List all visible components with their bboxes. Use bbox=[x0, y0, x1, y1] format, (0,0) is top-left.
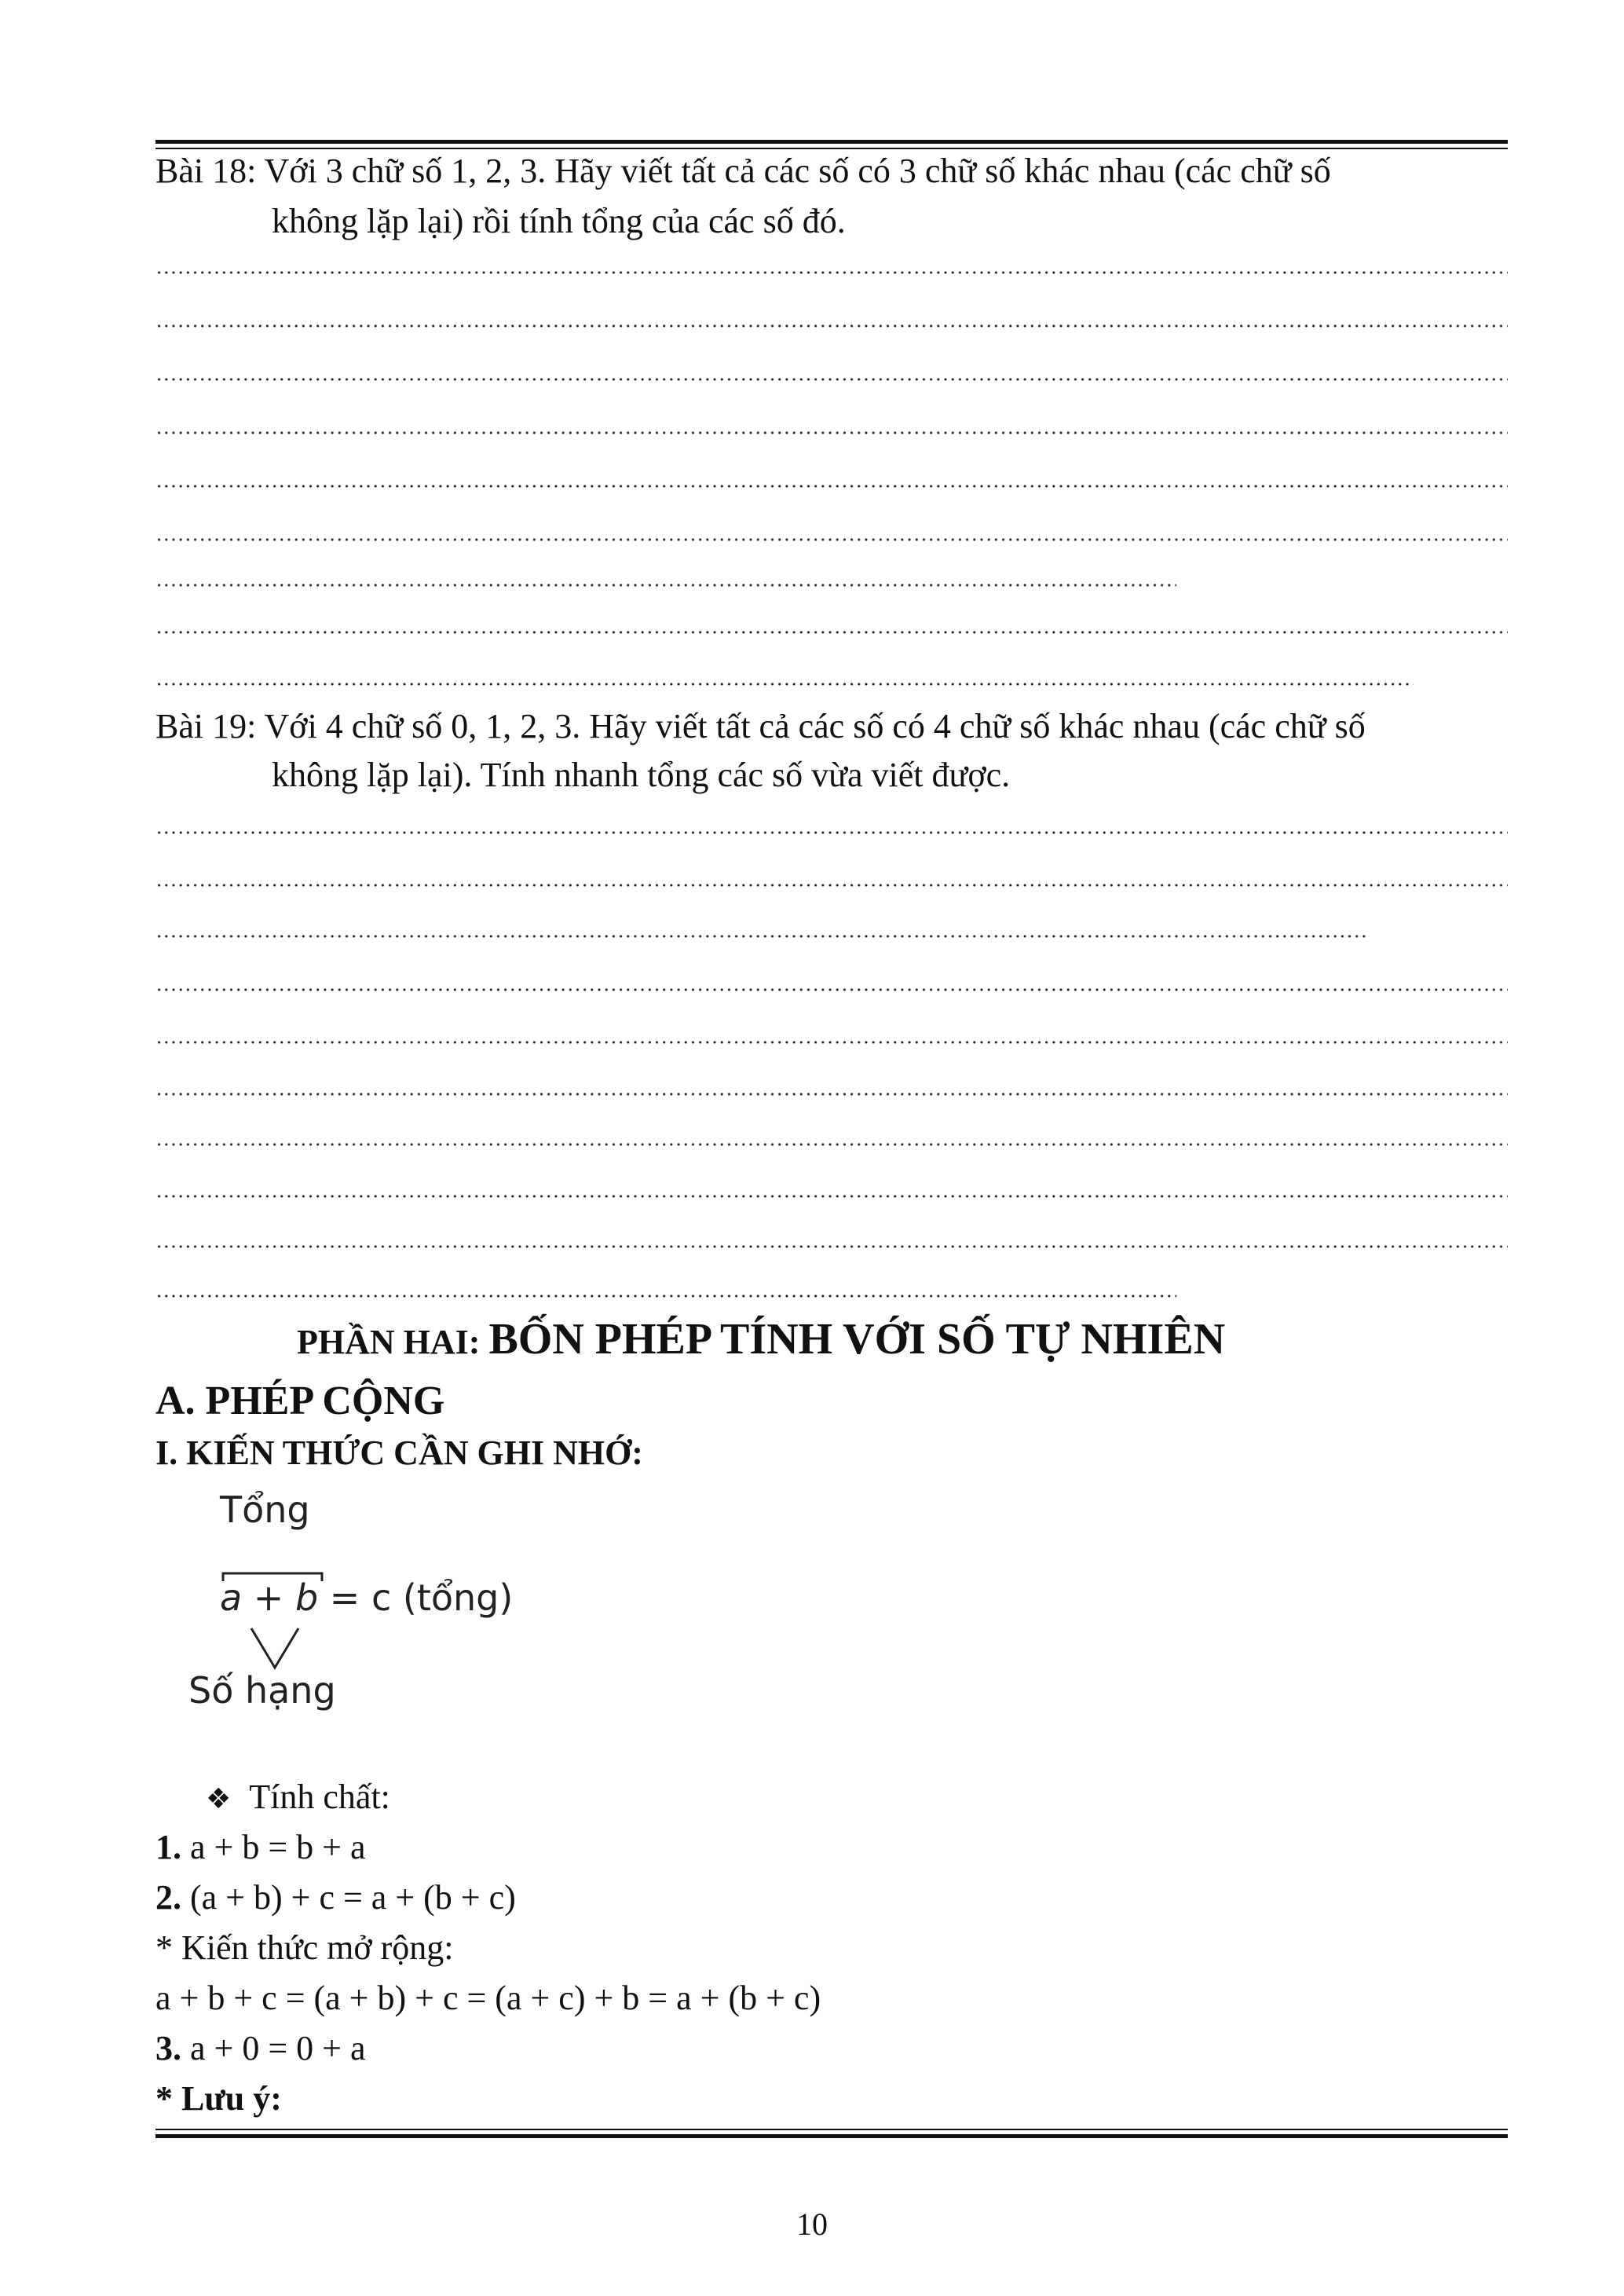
property-1 bbox=[155, 1824, 366, 1871]
section-a-heading: A. PHÉP CỘNG bbox=[155, 1379, 445, 1423]
extended-knowledge-formula: a + b + c = (a + b) + c = (a + c) + b = a + (b + c) bbox=[155, 1979, 821, 2017]
property-3-text: a + 0 = 0 + a bbox=[181, 2029, 366, 2067]
diagram-expression-left: a + b bbox=[220, 1576, 319, 1619]
answer-line bbox=[155, 628, 1508, 636]
answer-line bbox=[155, 1192, 1508, 1200]
top-border-thick bbox=[155, 140, 1508, 144]
property-2-text: (a + b) + c = a + (b + c) bbox=[181, 1878, 516, 1917]
answer-line bbox=[155, 1090, 1508, 1098]
part-heading bbox=[297, 1308, 1225, 1382]
property-2-number: 2. bbox=[155, 1878, 181, 1917]
part-heading-prefix: PHẦN HAI: bbox=[297, 1323, 489, 1361]
answer-line bbox=[155, 269, 1508, 276]
diagram-sum-label: Tổng bbox=[220, 1489, 310, 1531]
problem-19-line-2: không lặp lại). Tính nhanh tổng các số vừa viết được. bbox=[272, 756, 1011, 794]
addition-diagram bbox=[181, 1481, 558, 1732]
answer-line bbox=[155, 829, 1508, 837]
answer-line bbox=[155, 1141, 1508, 1148]
part-heading-title: BỐN PHÉP TÍNH VỚI SỐ TỰ NHIÊN bbox=[488, 1315, 1226, 1364]
property-3 bbox=[155, 2025, 366, 2072]
problem-19-line-1: Bài 19: Với 4 chữ số 0, 1, 2, 3. Hãy viết tất cả các số có 4 chữ số khác nhau (các chữ số bbox=[155, 707, 1366, 745]
diagram-expression-right: = c (tổng) bbox=[318, 1576, 514, 1619]
answer-line bbox=[155, 1038, 1508, 1046]
property-2 bbox=[155, 1874, 516, 1921]
answer-line bbox=[155, 581, 1176, 589]
properties-heading bbox=[206, 1774, 390, 1823]
answer-line bbox=[155, 881, 1508, 889]
answer-line bbox=[155, 536, 1508, 544]
answer-line bbox=[155, 482, 1508, 490]
answer-line bbox=[155, 322, 1508, 330]
section-i-heading: I. KIẾN THỨC CẦN GHI NHỚ: bbox=[155, 1434, 643, 1472]
diagram-addend-label: Số hạng bbox=[188, 1669, 336, 1712]
answer-line bbox=[155, 932, 1369, 940]
bottom-border-thin bbox=[155, 2129, 1508, 2130]
properties-heading-text: Tính chất: bbox=[249, 1778, 390, 1816]
bottom-border-thick bbox=[155, 2134, 1508, 2138]
note-label: * Lưu ý: bbox=[155, 2079, 282, 2118]
property-1-number: 1. bbox=[155, 1828, 181, 1866]
diamond-bullet-icon: ❖ bbox=[206, 1783, 232, 1815]
answer-line bbox=[155, 375, 1508, 383]
answer-line bbox=[155, 680, 1414, 688]
answer-line bbox=[155, 429, 1508, 437]
diagram-expression bbox=[220, 1576, 513, 1619]
answer-line bbox=[155, 1292, 1176, 1300]
answer-line bbox=[155, 986, 1508, 994]
problem-18-line-2: không lặp lại) rồi tính tổng của các số đó. bbox=[272, 202, 846, 240]
page-number: 10 bbox=[796, 2206, 828, 2242]
answer-line bbox=[155, 1243, 1508, 1251]
extended-knowledge-label: * Kiến thức mở rộng: bbox=[155, 1928, 454, 1967]
property-1-text: a + b = b + a bbox=[181, 1828, 366, 1866]
problem-18-line-1: Bài 18: Với 3 chữ số 1, 2, 3. Hãy viết tất cả các số có 3 chữ số khác nhau (các chữ số bbox=[155, 152, 1331, 190]
property-3-number: 3. bbox=[155, 2029, 181, 2067]
